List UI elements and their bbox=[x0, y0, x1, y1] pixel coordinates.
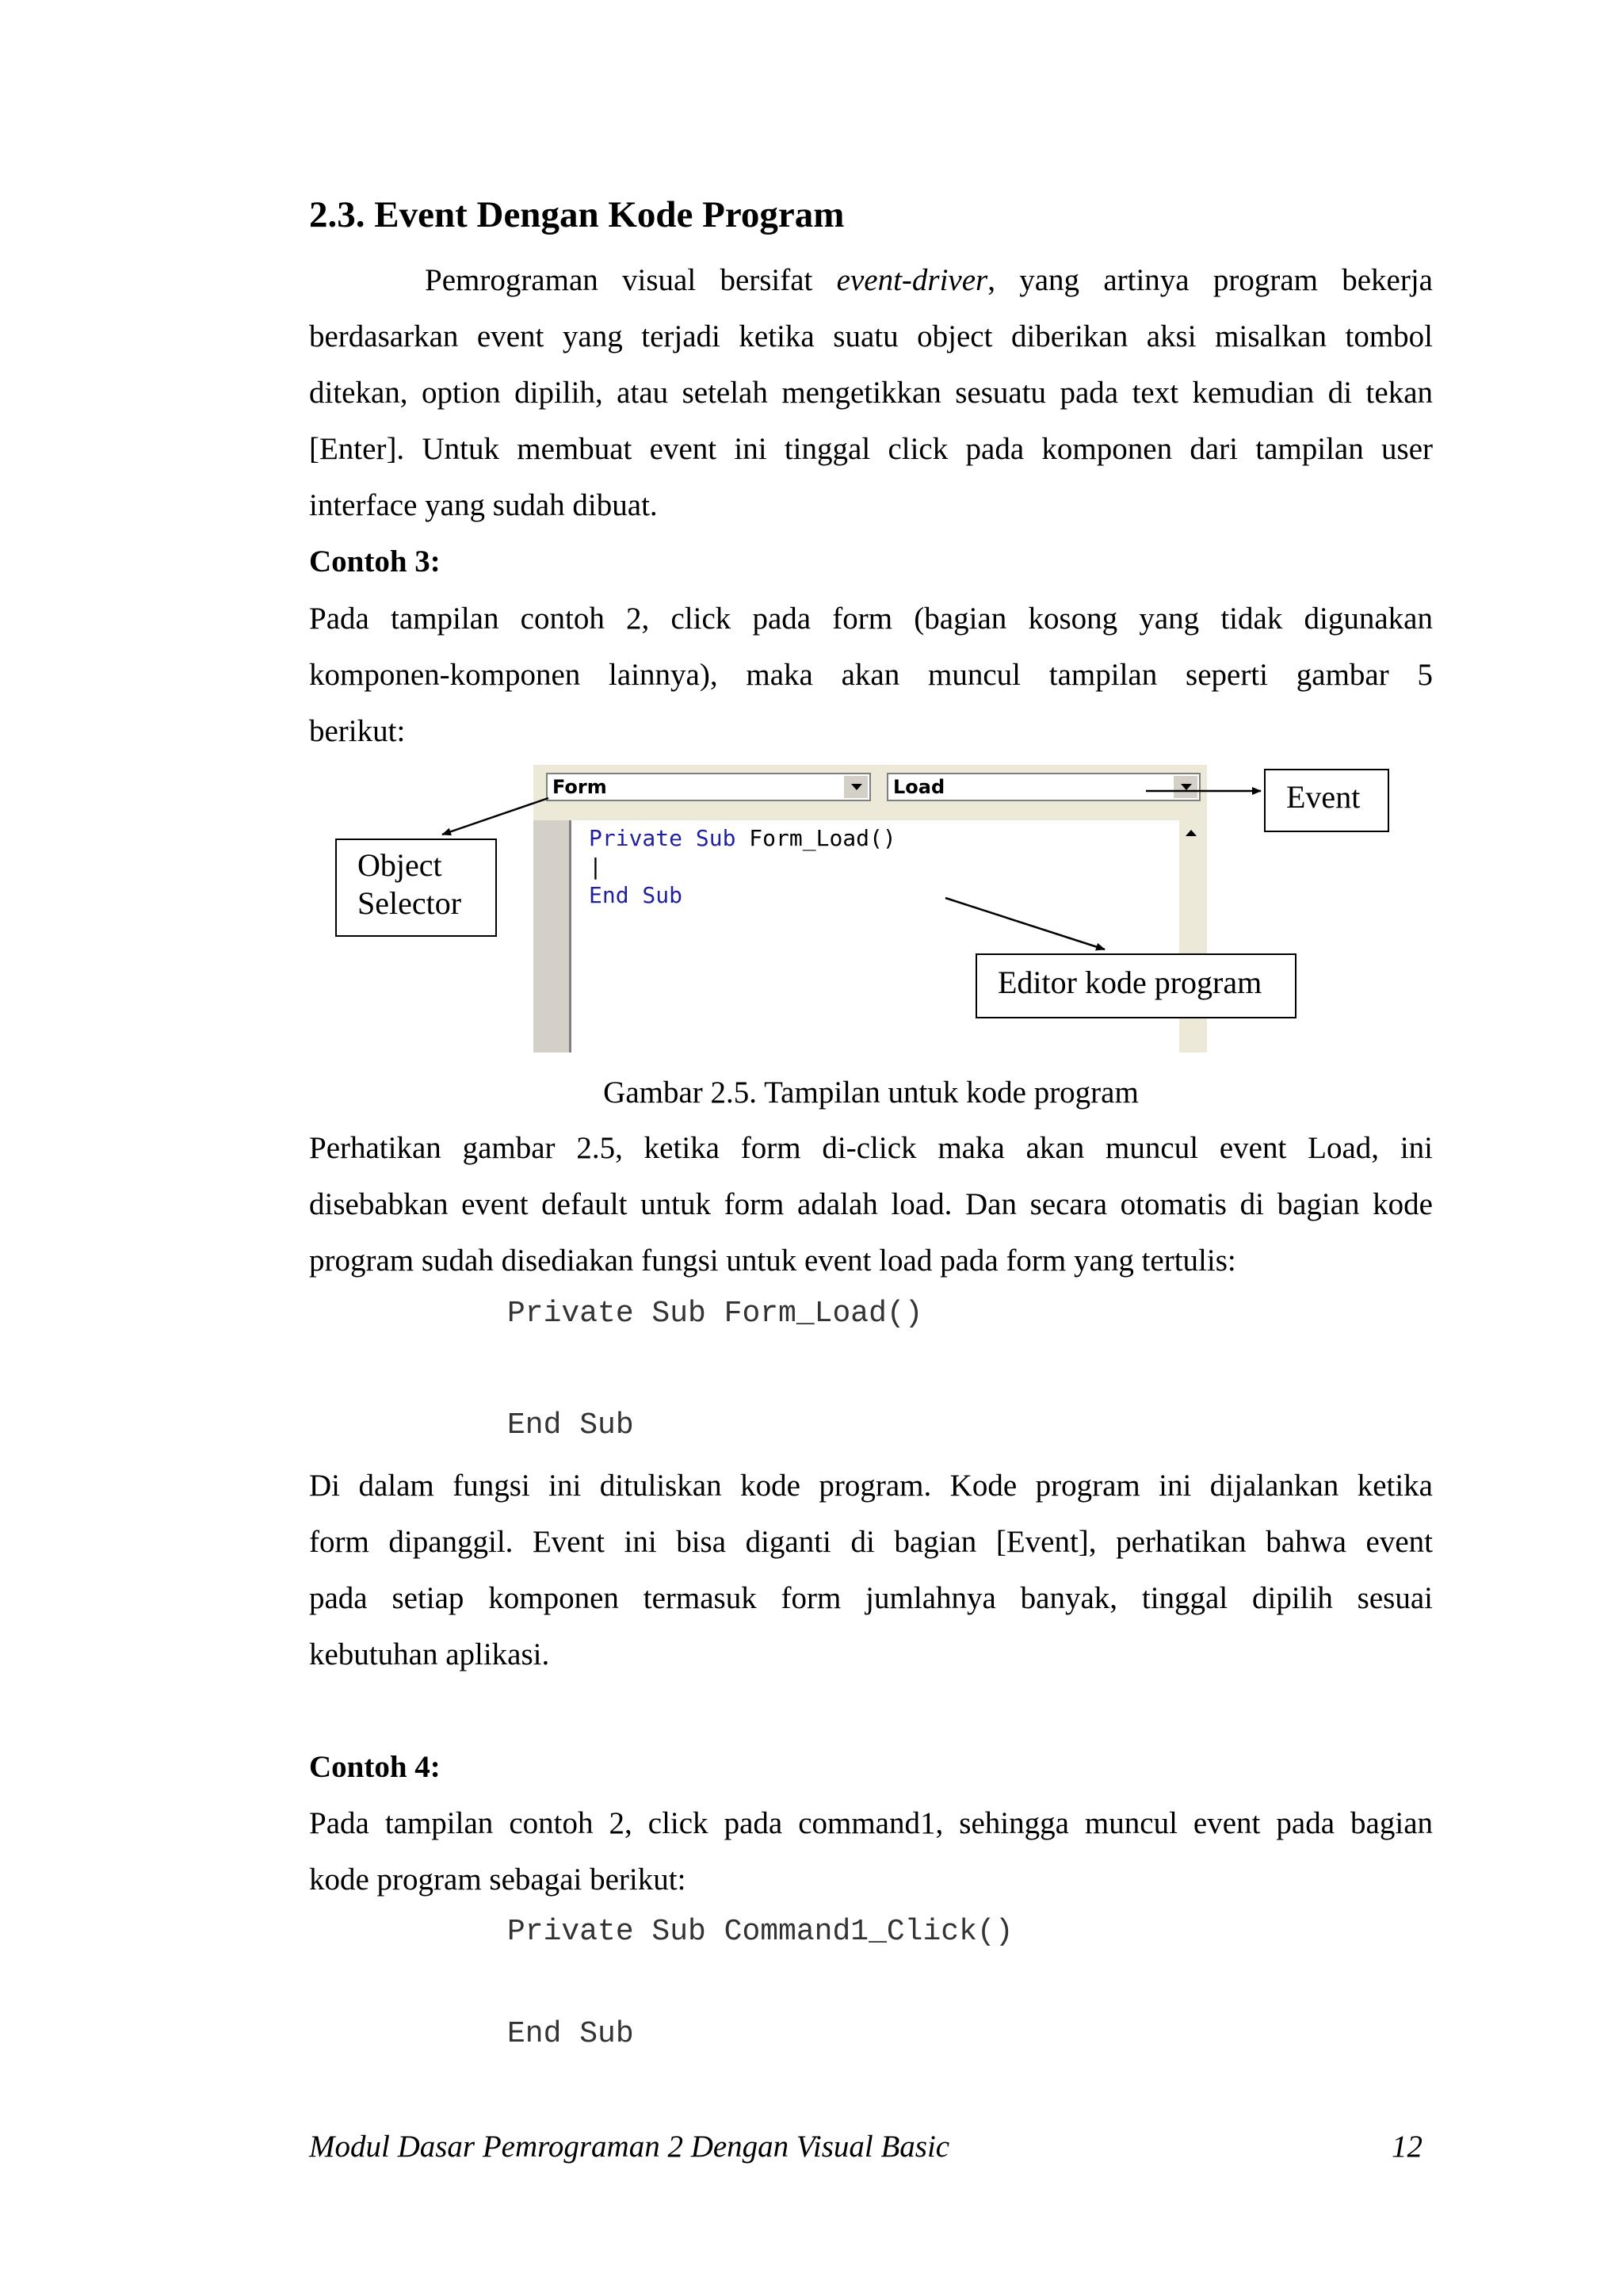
code-sample-1-start: Private Sub Form_Load() bbox=[507, 1297, 923, 1331]
callout-editor: Editor kode program bbox=[976, 953, 1296, 1018]
example4-line-2: kode program sebagai berikut: bbox=[309, 1862, 686, 1897]
desc-line-4: kebutuhan aplikasi. bbox=[309, 1637, 550, 1671]
figure-caption: Gambar 2.5. Tampilan untuk kode program bbox=[603, 1075, 1139, 1110]
intro-line-3: ditekan, option dipilih, atau setelah mengetikkan sesuatu pada text kemudian di tekan bbox=[309, 376, 1433, 410]
section-title: 2.3. Event Dengan Kode Program bbox=[309, 194, 845, 235]
code-line-end: End Sub bbox=[589, 882, 683, 908]
intro-line-5: interface yang sudah dibuat. bbox=[309, 488, 658, 522]
intro-line-1-before: Pemrograman visual bersifat bbox=[425, 263, 837, 297]
callout-object-selector: Object Selector bbox=[335, 839, 497, 937]
text-cursor: | bbox=[589, 854, 602, 880]
event-combo-value: Load bbox=[893, 776, 945, 798]
code-procedure-name: Form_Load() bbox=[735, 825, 896, 851]
example4-heading: Contoh 4: bbox=[309, 1750, 441, 1784]
desc-line-1: Di dalam fungsi ini dituliskan kode program. Kode program ini dijalankan ketika bbox=[309, 1469, 1433, 1503]
code-keyword: Private Sub bbox=[589, 825, 736, 851]
code-sample-1-end: End Sub bbox=[507, 1408, 634, 1442]
page-number: 12 bbox=[1392, 2130, 1423, 2164]
object-combo-value: Form bbox=[552, 776, 607, 798]
example3-line-3: berikut: bbox=[309, 714, 406, 748]
desc-line-3: pada setiap komponen termasuk form jumlahnya banyak, tinggal dipilih sesuai bbox=[309, 1581, 1433, 1615]
example3-heading: Contoh 3: bbox=[309, 544, 441, 579]
intro-line-2: berdasarkan event yang terjadi ketika suatu object diberikan aksi misalkan tombol bbox=[309, 319, 1433, 353]
callout-event: Event bbox=[1264, 769, 1389, 832]
intro-line-1-emphasis: event-driver bbox=[836, 263, 988, 297]
intro-line-4: [Enter]. Untuk membuat event ini tinggal click pada komponen dari tampilan user bbox=[309, 432, 1433, 466]
explain-line-1: Perhatikan gambar 2.5, ketika form di-click maka akan muncul event Load, ini bbox=[309, 1131, 1433, 1165]
explain-line-2: disebabkan event default untuk form adalah load. Dan secara otomatis di bagian kode bbox=[309, 1187, 1433, 1221]
example3-line-2: komponen-komponen lainnya), maka akan muncul tampilan seperti gambar 5 bbox=[309, 658, 1433, 692]
example4-line-1: Pada tampilan contoh 2, click pada command1, sehingga muncul event pada bagian bbox=[309, 1806, 1433, 1840]
code-sample-2-end: End Sub bbox=[507, 2017, 634, 2051]
example3-line-1: Pada tampilan contoh 2, click pada form (bagian kosong yang tidak digunakan bbox=[309, 602, 1433, 636]
code-sample-2-start: Private Sub Command1_Click() bbox=[507, 1915, 1014, 1949]
explain-line-3: program sudah disediakan fungsi untuk event load pada form yang tertulis: bbox=[309, 1244, 1236, 1278]
footer-title: Modul Dasar Pemrograman 2 Dengan Visual Basic bbox=[309, 2130, 950, 2164]
desc-line-2: form dipanggil. Event ini bisa diganti di bagian [Event], perhatikan bahwa event bbox=[309, 1525, 1433, 1559]
arrow-to-object-selector bbox=[442, 798, 548, 835]
intro-line-1-after: , yang artinya program bekerja bbox=[987, 263, 1433, 297]
arrow-to-editor bbox=[945, 898, 1105, 949]
